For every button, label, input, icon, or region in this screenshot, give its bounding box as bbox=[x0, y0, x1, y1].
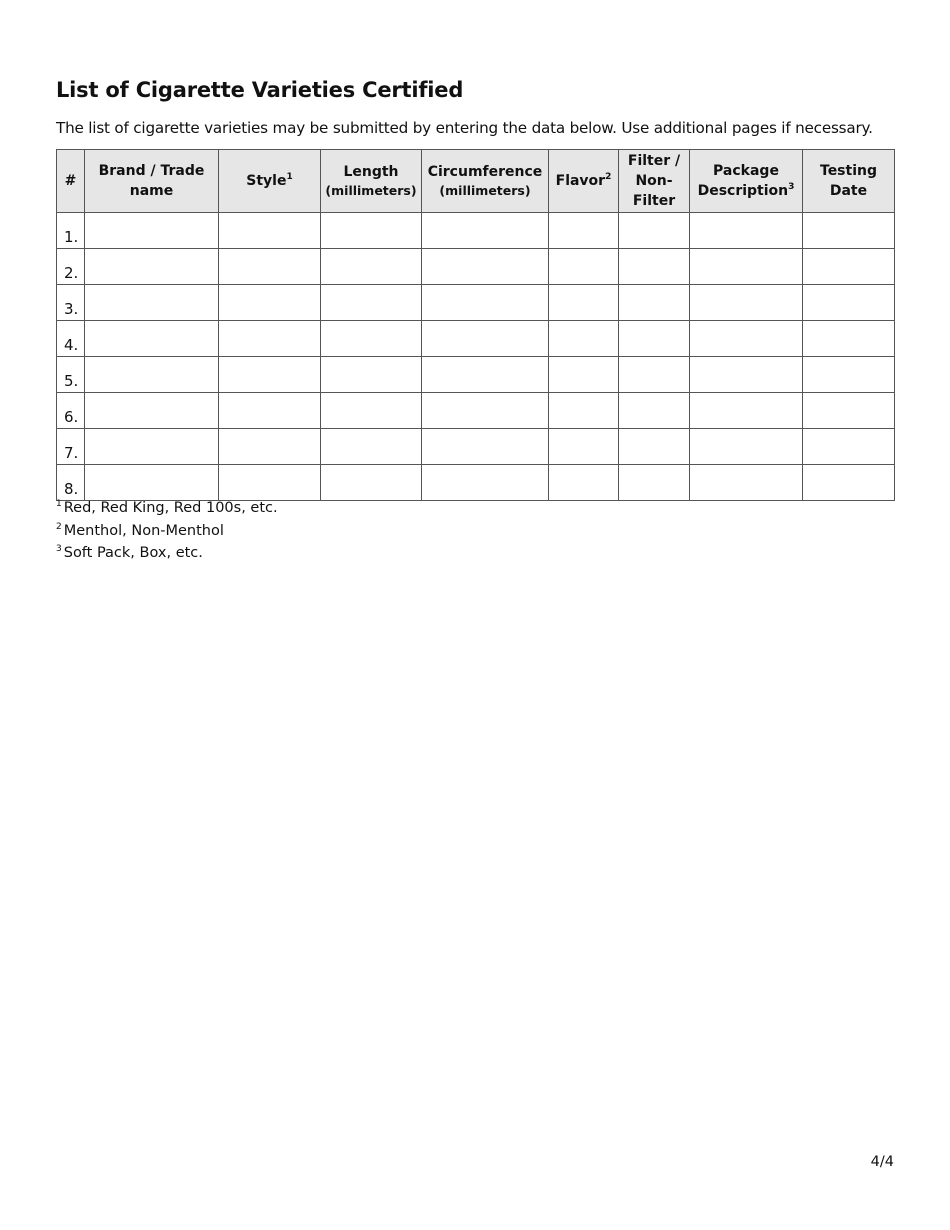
column-header-package: Package Description$^3$ bbox=[690, 150, 803, 213]
table-row bbox=[57, 285, 895, 321]
filter-cell[interactable] bbox=[619, 465, 690, 501]
testing-date-cell[interactable] bbox=[803, 213, 895, 249]
circumference-cell[interactable] bbox=[422, 285, 549, 321]
row-number: 6. bbox=[57, 393, 85, 429]
package-cell[interactable] bbox=[690, 429, 803, 465]
brand-cell[interactable] bbox=[85, 429, 219, 465]
row-number: 8. bbox=[57, 465, 85, 501]
brand-cell[interactable] bbox=[85, 357, 219, 393]
table-row bbox=[57, 465, 895, 501]
style-cell[interactable] bbox=[219, 321, 321, 357]
style-cell[interactable] bbox=[219, 465, 321, 501]
table-row bbox=[57, 393, 895, 429]
testing-date-cell[interactable] bbox=[803, 393, 895, 429]
row-number: 4. bbox=[57, 321, 85, 357]
column-header-circumference: Circumference (millimeters) bbox=[422, 150, 549, 213]
flavor-cell[interactable] bbox=[549, 213, 619, 249]
circumference-cell[interactable] bbox=[422, 213, 549, 249]
filter-cell[interactable] bbox=[619, 429, 690, 465]
table-body bbox=[57, 213, 895, 501]
page-title: List of Cigarette Varieties Certified bbox=[56, 78, 464, 102]
brand-cell[interactable] bbox=[85, 321, 219, 357]
testing-date-cell[interactable] bbox=[803, 357, 895, 393]
length-cell[interactable] bbox=[321, 429, 422, 465]
table-row bbox=[57, 429, 895, 465]
circumference-unit: (millimeters) bbox=[439, 183, 531, 198]
testing-date-cell[interactable] bbox=[803, 285, 895, 321]
circumference-cell[interactable] bbox=[422, 429, 549, 465]
brand-cell[interactable] bbox=[85, 465, 219, 501]
package-cell[interactable] bbox=[690, 321, 803, 357]
column-header-style: Style$^1$ bbox=[219, 150, 321, 213]
row-number: 3. bbox=[57, 285, 85, 321]
length-cell[interactable] bbox=[321, 465, 422, 501]
style-cell[interactable] bbox=[219, 393, 321, 429]
filter-cell[interactable] bbox=[619, 213, 690, 249]
brand-cell[interactable] bbox=[85, 213, 219, 249]
package-cell[interactable] bbox=[690, 285, 803, 321]
intro-text: The list of cigarette varieties may be submitted by entering the data below. Use additional pages if necessary. bbox=[56, 119, 873, 137]
length-cell[interactable] bbox=[321, 393, 422, 429]
filter-cell[interactable] bbox=[619, 285, 690, 321]
row-number: 5. bbox=[57, 357, 85, 393]
style-cell[interactable] bbox=[219, 429, 321, 465]
package-cell[interactable] bbox=[690, 357, 803, 393]
length-cell[interactable] bbox=[321, 285, 422, 321]
footnote-1: $^1$ Red, Red King, Red 100s, etc. bbox=[56, 499, 278, 516]
flavor-cell[interactable] bbox=[549, 465, 619, 501]
footnote-2: $^2$ Menthol, Non-Menthol bbox=[56, 521, 224, 539]
filter-cell[interactable] bbox=[619, 357, 690, 393]
package-cell[interactable] bbox=[690, 465, 803, 501]
cigarette-varieties-table bbox=[56, 149, 895, 501]
testing-date-cell[interactable] bbox=[803, 249, 895, 285]
length-cell[interactable] bbox=[321, 213, 422, 249]
style-cell[interactable] bbox=[219, 357, 321, 393]
brand-cell[interactable] bbox=[85, 285, 219, 321]
filter-cell[interactable] bbox=[619, 321, 690, 357]
filter-cell[interactable] bbox=[619, 249, 690, 285]
testing-date-cell[interactable] bbox=[803, 465, 895, 501]
footnote-ref-2: 2 bbox=[605, 172, 612, 182]
footnote-ref-3: 3 bbox=[788, 182, 795, 192]
length-cell[interactable] bbox=[321, 357, 422, 393]
testing-date-cell[interactable] bbox=[803, 321, 895, 357]
flavor-cell[interactable] bbox=[549, 321, 619, 357]
length-cell[interactable] bbox=[321, 249, 422, 285]
footnote-3: $^3$ Soft Pack, Box, etc. bbox=[56, 544, 203, 561]
flavor-cell[interactable] bbox=[549, 357, 619, 393]
length-cell[interactable] bbox=[321, 321, 422, 357]
column-header-brand: Brand / Trade name bbox=[85, 150, 219, 213]
brand-cell[interactable] bbox=[85, 249, 219, 285]
row-number: 2. bbox=[57, 249, 85, 285]
package-cell[interactable] bbox=[690, 249, 803, 285]
flavor-cell[interactable] bbox=[549, 249, 619, 285]
table-row bbox=[57, 213, 895, 249]
style-cell[interactable] bbox=[219, 213, 321, 249]
column-header-length: Length (millimeters) bbox=[321, 150, 422, 213]
testing-date-cell[interactable] bbox=[803, 429, 895, 465]
package-cell[interactable] bbox=[690, 213, 803, 249]
column-header-testing-date: Testing Date bbox=[803, 150, 895, 213]
circumference-cell[interactable] bbox=[422, 393, 549, 429]
style-cell[interactable] bbox=[219, 249, 321, 285]
table-header-row bbox=[57, 150, 895, 213]
page-number: 4/4 bbox=[870, 1154, 894, 1170]
circumference-cell[interactable] bbox=[422, 321, 549, 357]
footnotes bbox=[56, 497, 278, 565]
column-header-filter: Filter / Non-Filter bbox=[619, 150, 690, 213]
flavor-cell[interactable] bbox=[549, 393, 619, 429]
column-header-flavor: Flavor$^2$ bbox=[549, 150, 619, 213]
footnote-ref-1: 1 bbox=[286, 172, 293, 182]
flavor-cell[interactable] bbox=[549, 285, 619, 321]
column-header-number: # bbox=[57, 150, 85, 213]
package-cell[interactable] bbox=[690, 393, 803, 429]
circumference-cell[interactable] bbox=[422, 249, 549, 285]
filter-cell[interactable] bbox=[619, 393, 690, 429]
table-row bbox=[57, 249, 895, 285]
row-number: 1. bbox=[57, 213, 85, 249]
flavor-cell[interactable] bbox=[549, 429, 619, 465]
table-row bbox=[57, 321, 895, 357]
table-row bbox=[57, 357, 895, 393]
brand-cell[interactable] bbox=[85, 393, 219, 429]
style-cell[interactable] bbox=[219, 285, 321, 321]
row-number: 7. bbox=[57, 429, 85, 465]
circumference-cell[interactable] bbox=[422, 357, 549, 393]
circumference-cell[interactable] bbox=[422, 465, 549, 501]
length-unit: (millimeters) bbox=[325, 183, 417, 198]
